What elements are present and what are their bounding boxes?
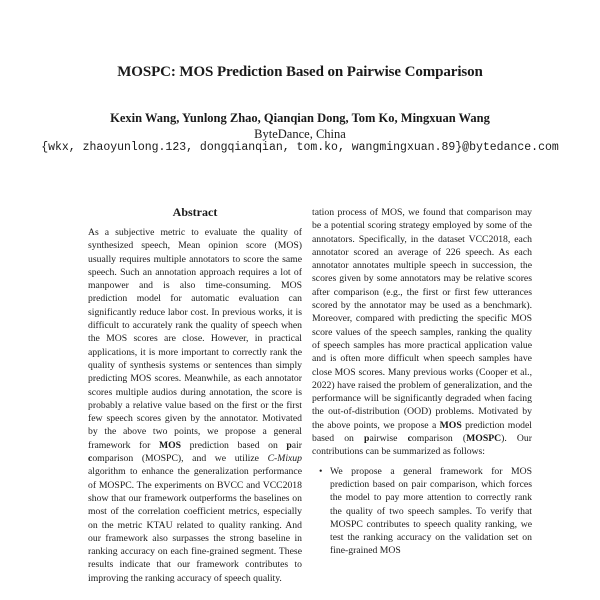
abstract-heading: Abstract	[172, 205, 218, 219]
bullet-icon: •	[319, 465, 323, 477]
intro-paragraph: tation process of MOS, we found that comparison may be a potential scoring strategy employed by some of the annotators. Specifically, in the dataset VCC2018, each annotator scored an average of 226 speech. As each annotator annotates multiple speech in succession, the scores given by some annotators may be relative scores after comparison (e.g., the first or first few utterances scored by the annotator may be used as a benchmark). Moreover, compared with predicting the specific MOS score values of the speech samples, ranking the quality of speech samples has more practical application value and is often more difficult when speech samples have close MOS scores. Many previous works (Cooper et al., 2022) have raised the problem of generalization, and the performance will be significantly degraded when facing the out-of-distribution (OOD) problems. Motivated by the above points, we propose a MOS prediction model based on pairwise comparison (MOSPC). Our contributions can be summarized as follows:	[312, 207, 533, 458]
abstract-column	[88, 226, 302, 585]
affiliation: ByteDance, China	[254, 127, 346, 141]
abstract-paragraph: As a subjective metric to evaluate the quality of synthesized speech, Mean opinion score (MOS) usually requires multiple annotators to score the same speech. Such an annotation approach requires a lot of manpower and is also time-consuming. MOS prediction model for automatic evaluation can significantly reduce labor cost. In previous works, it is difficult to accurately rank the quality of speech when the MOS scores are close. However, in practical applications, it is more important to correctly rank the quality of synthesis systems or sentences than simply predicting MOS scores. Meanwhile, as each annotator scores multiple audios during annotation, the score is probably a relative value based on the first or the first few speech scores given by the annotator. Motivated by the above two points, we propose a general framework for MOS prediction based on pair comparison (MOSPC), and we utilize C-Mixup algorithm to enhance the generalization performance of MOSPC. The experiments on BVCC and VCC2018 show that our framework outperforms the baselines on most of the correlation coefficient metrics, especially on the metric KTAU related to quality ranking. And our framework also surpasses the strong baseline in ranking accuracy on each fine-grained segment. These results indicate that our framework contributes to improving the ranking accuracy of speech quality.	[88, 227, 302, 584]
email-list: {wkx, zhaoyunlong.123, dongqianqian, tom.ko, wangmingxuan.89}@bytedance.com	[41, 141, 559, 154]
author-list: Kexin Wang, Yunlong Zhao, Qianqian Dong, Tom Ko, Mingxuan Wang	[110, 111, 490, 125]
introduction-column	[312, 206, 532, 558]
contribution-list-item: • We propose a general framework for MOS prediction based on pair comparison, which forces the model to pay more attention to correctly rank the quality of two speech samples. To verify that MOSPC contributes to speech quality ranking, we test the ranking accuracy on the validation set on fine-grained MOS	[319, 465, 532, 557]
paper-title: MOSPC: MOS Prediction Based on Pairwise Comparison	[117, 64, 483, 80]
